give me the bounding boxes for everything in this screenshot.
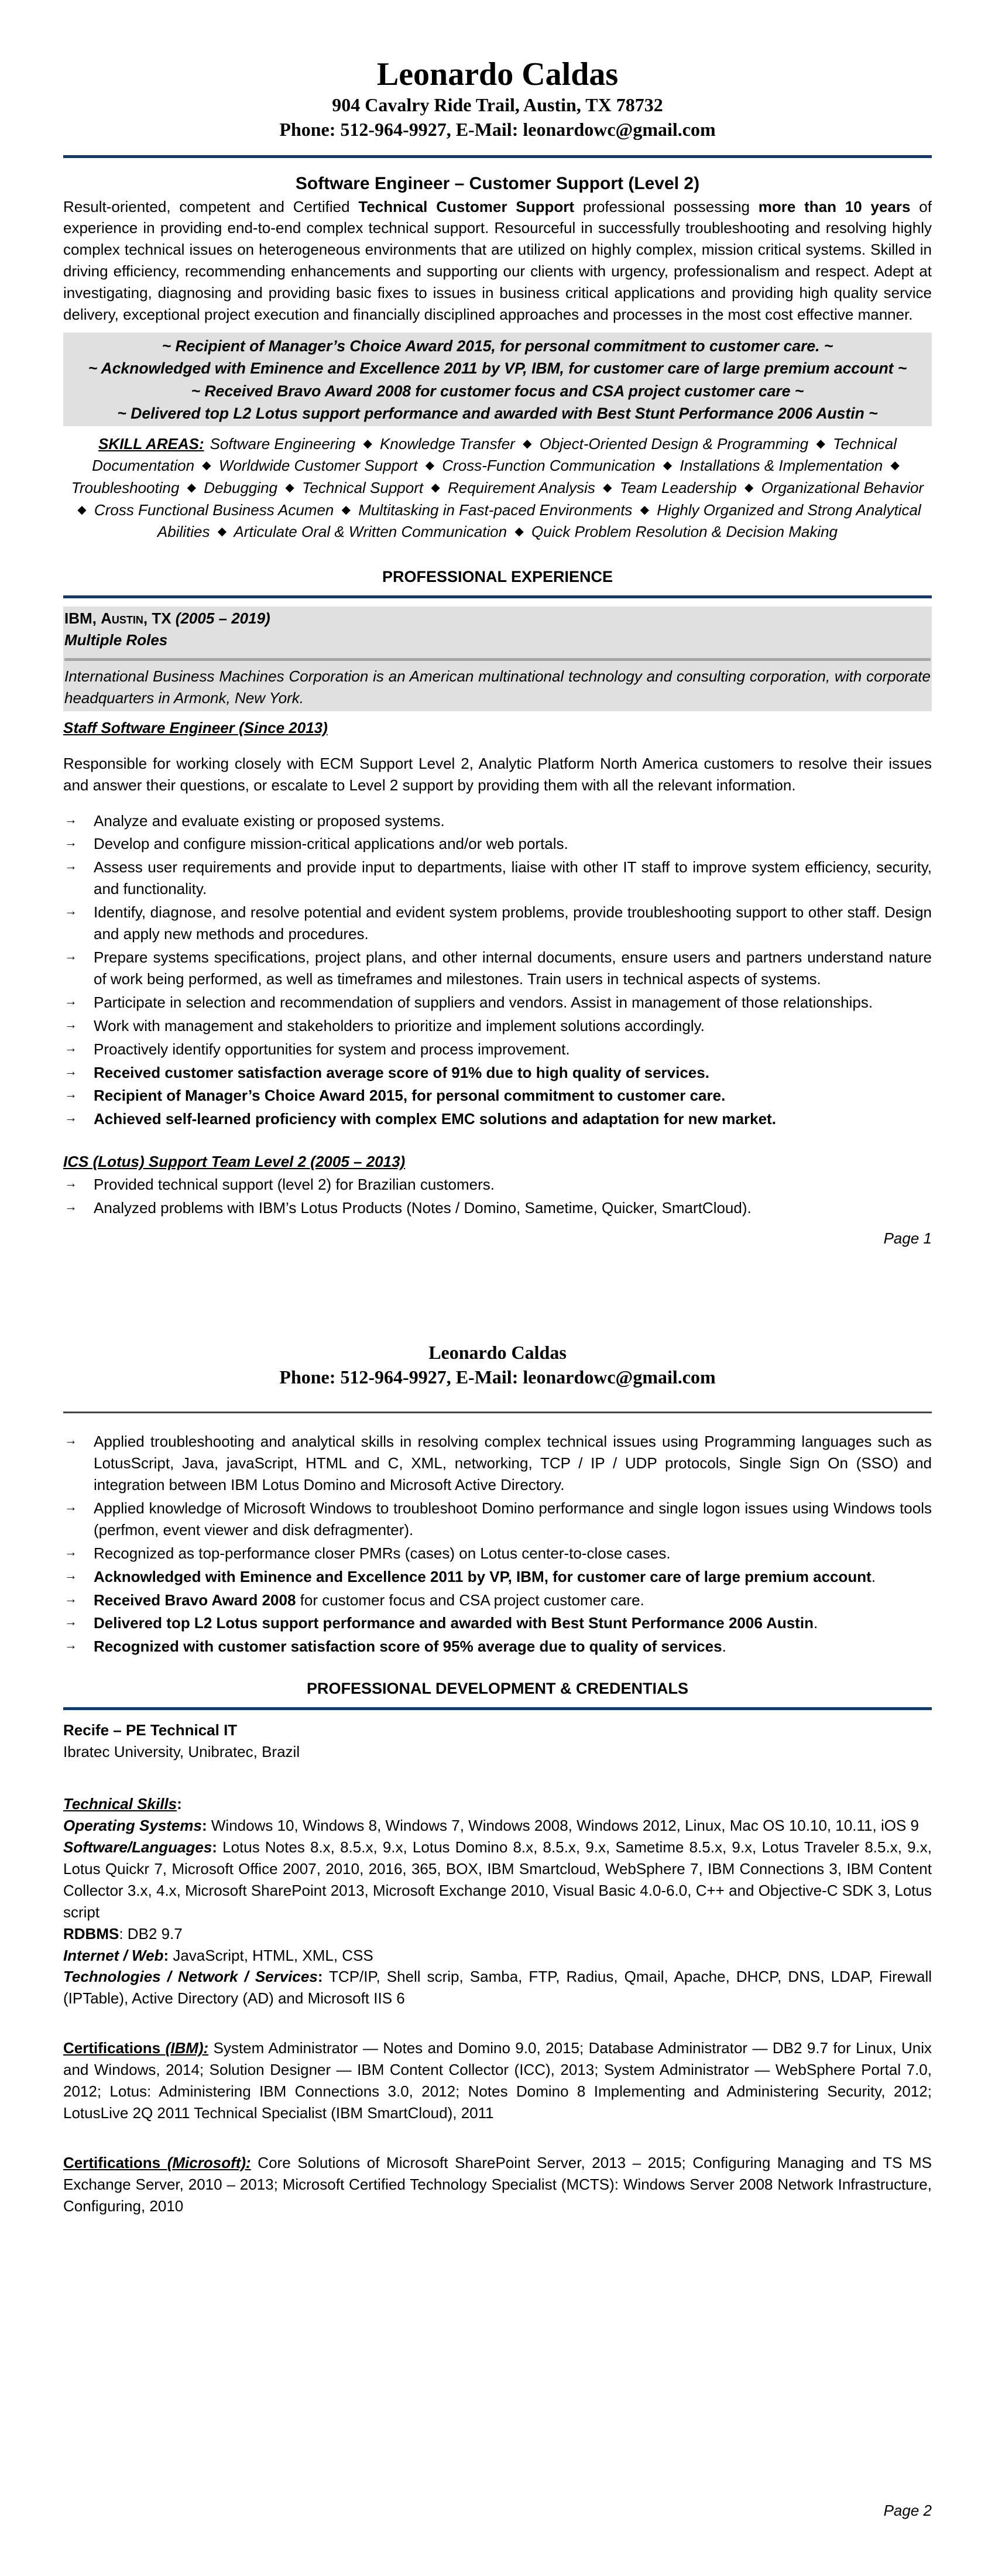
page-number: Page 2	[883, 2502, 932, 2519]
bullet-text: Develop and configure mission-critical applications and/or web portals.	[94, 835, 568, 853]
bullet-highlight: Recognized with customer satisfaction score of 95% average due to quality of services	[94, 1638, 722, 1656]
diamond-separator-icon: ◆	[514, 525, 524, 539]
section-divider	[63, 1707, 932, 1710]
bullet-text: Participate in selection and recommendation of suppliers and vendors. Assist in management of those relationships.	[94, 993, 873, 1011]
bullet-text: .	[813, 1614, 818, 1632]
arrow-bullet-icon: →	[64, 1199, 77, 1214]
tech-skill-line	[63, 1923, 932, 1945]
company-years: (2005 – 2019)	[175, 609, 270, 628]
company-header	[64, 608, 931, 629]
role-description: Responsible for working closely with ECM Support Level 2, Analytic Platform North America customers to resolve their issues and answer their questions, or escalate to Level 2 support by providing them with all the relevant information.	[63, 754, 932, 794]
bullet-text: Analyzed problems with IBM’s Lotus Products (Notes / Domino, Sametime, Quicker, SmartCloud).	[94, 1199, 752, 1217]
skill-item: Knowledge Transfer	[380, 434, 515, 453]
skill-areas	[63, 433, 932, 543]
skill-item: Troubleshooting	[71, 479, 180, 497]
education-title: Recife – PE Technical IT	[63, 1721, 238, 1739]
section-divider	[63, 595, 932, 598]
diamond-separator-icon: ◆	[202, 459, 211, 472]
bullet-highlight: Acknowledged with Eminence and Excellence 2011 by VP, IBM, for customer care of large premium account	[94, 1567, 872, 1585]
bullet-text: Applied knowledge of Microsoft Windows to troubleshoot Domino performance and single logon issues using Windows tools (perfmon, event viewer and disk defragmenter).	[94, 1499, 932, 1539]
arrow-bullet-icon: →	[64, 903, 77, 919]
summary-text: of experience in providing end-to-end complex technical support. Resourceful in successfully troubleshooting and resolving highly complex technical issues on heterogeneous environments that are utilized on highly complex, mission critical systems. Skilled in driving efficiency, recommending enhancements and supporting our clients with urgency, professionalism and respect. Adept at investigating, diagnosing and providing basic fixes to issues in business critical applications and providing high quality service delivery, exceptional project execution and financially disciplined approaches and processes in the most cost effective manner.	[63, 197, 932, 324]
diamond-separator-icon: ◆	[77, 503, 87, 516]
cert-label: Certifications (Microsoft):	[63, 2153, 251, 2171]
list-item	[63, 857, 932, 900]
arrow-bullet-icon: →	[64, 1638, 77, 1653]
tech-skill-line	[63, 1815, 932, 1837]
role-title: ICS (Lotus) Support Team Level 2 (2005 – 2013)	[63, 1153, 406, 1171]
section-title-credentials: PROFESSIONAL DEVELOPMENT & CREDENTIALS	[306, 1680, 689, 1698]
list-item	[63, 1015, 932, 1037]
arrow-bullet-icon: →	[64, 1063, 77, 1078]
bullet-text: Applied troubleshooting and analytical skills in resolving complex technical issues using Programming languages such as LotusScript, Java, javaScript, HTML and C, XML, networking, TCP / IP / UDP protocols, Single Sign On (SSO) and integration between IBM Lotus Domino and Microsoft Active Directory.	[94, 1433, 932, 1493]
summary-text: Result-oriented, competent and Certified	[63, 197, 359, 215]
skill-item: Team Leadership	[619, 479, 737, 497]
skill-item: Technical Support	[301, 479, 424, 497]
award-line: ~ Recipient of Manager’s Choice Award 2015, for personal commitment to customer care. ~	[162, 337, 833, 355]
cert-text: System Administrator — Notes and Domino 9.0, 2015; Database Administrator — DB2 9.7 for Linux, Unix and Windows, 2014; Solution Designer — IBM Content Collector (ICC), 2013; System Administrator — WebSphere Portal 7.0, 2012; Lotus: Administering IBM Connections 3.0, 2012; Notes Domino 8 Implementing and Administering Security, 2012; LotusLive 2Q 2011 Technical Specialist (IBM SmartCloud), 2011	[63, 2039, 932, 2122]
arrow-bullet-icon: →	[64, 1176, 77, 1191]
list-item	[63, 1174, 932, 1195]
tech-skill-value: Lotus Notes 8.x, 8.5.x, 9.x, Lotus Domino 8.x, 8.5.x, 9.x, Sametime 8.5.x, 9.x, Lotus Traveler 8.5.x, 9.x, Lotus Quickr 7, Microsoft Office 2007, 2010, 2016, 365, BOX, IBM Smartcloud, WebSphere 7, IBM Connections 3, IBM Content Collector 3.x, 4.x, Microsoft SharePoint 2013, Microsoft Exchange 2010, Visual Basic 4.0-6.0, C++ and Objective-C SDK 3, Lotus script	[63, 1838, 932, 1921]
list-item	[63, 1085, 932, 1107]
tech-skill-key: Internet / Web	[63, 1946, 164, 1964]
company-name: IBM,	[64, 609, 101, 628]
skill-item: Requirement Analysis	[447, 479, 595, 497]
header-divider	[63, 1412, 932, 1413]
bullet-text: Received customer satisfaction average score of 91% due to high quality of services.	[94, 1063, 709, 1081]
skill-item: Cross-Function Communication	[442, 457, 656, 475]
role-bullets	[63, 810, 932, 1131]
list-item	[63, 902, 932, 945]
role-bullets	[63, 1174, 932, 1219]
candidate-name: Leonardo Caldas	[376, 56, 619, 93]
diamond-separator-icon: ◆	[816, 437, 825, 450]
arrow-bullet-icon: →	[64, 1110, 77, 1125]
company-box	[63, 607, 932, 711]
tech-skill-line	[63, 1966, 932, 2009]
contact-info: Phone: 512-964-9927, E-Mail: leonardowc@gmail.com	[279, 1366, 716, 1388]
company-divider	[64, 658, 931, 661]
list-item	[63, 1062, 932, 1084]
bullet-text: Provided technical support (level 2) for Brazilian customers.	[94, 1176, 495, 1194]
list-item	[63, 1612, 932, 1634]
colon: :	[317, 1968, 323, 1986]
award-line: ~ Received Bravo Award 2008 for customer focus and CSA project customer care ~	[191, 382, 804, 400]
bullet-text: Work with management and stakeholders to prioritize and implement solutions accordingly.	[94, 1016, 705, 1034]
arrow-bullet-icon: →	[64, 1499, 77, 1514]
bullet-highlight: Received Bravo Award 2008	[94, 1591, 296, 1609]
arrow-bullet-icon: →	[64, 1591, 77, 1606]
bullet-text: Analyze and evaluate existing or proposed systems.	[94, 811, 445, 830]
skill-item: Debugging	[204, 479, 278, 497]
arrow-bullet-icon: →	[64, 1040, 77, 1055]
address: 904 Cavalry Ride Trail, Austin, TX 78732	[332, 94, 663, 116]
job-title: Software Engineer – Customer Support (Level 2)	[295, 173, 700, 193]
arrow-bullet-icon: →	[64, 1016, 77, 1032]
certifications-ibm	[63, 2037, 932, 2124]
arrow-bullet-icon: →	[64, 1544, 77, 1559]
diamond-separator-icon: ◆	[744, 481, 754, 495]
resume-page-1	[63, 56, 932, 1221]
skill-item: Installations & Implementation	[680, 457, 883, 475]
arrow-bullet-icon: →	[64, 811, 77, 827]
diamond-separator-icon: ◆	[187, 481, 197, 495]
tech-skill-line	[63, 1945, 932, 1967]
list-item	[63, 1431, 932, 1496]
tech-skill-key: Software/Languages	[63, 1838, 212, 1856]
contact-info: Phone: 512-964-9927, E-Mail: leonardowc@gmail.com	[279, 118, 716, 140]
colon: :	[119, 1924, 123, 1943]
colon: :	[177, 1795, 182, 1813]
skill-item: Technical Documentation	[92, 434, 897, 475]
diamond-separator-icon: ◆	[217, 525, 227, 539]
arrow-bullet-icon: →	[64, 948, 77, 964]
list-item	[63, 1590, 932, 1611]
tech-skill-value: TCP/IP, Shell scrip, Samba, FTP, Radius, Qmail, Apache, DHCP, DNS, LDAP, Firewall (IPTable), Active Directory (AD) and Microsoft IIS 6	[63, 1968, 932, 2008]
candidate-name: Leonardo Caldas	[428, 1342, 567, 1363]
tech-skill-value: JavaScript, HTML, XML, CSS	[169, 1946, 373, 1964]
arrow-bullet-icon: →	[64, 1087, 77, 1102]
diamond-separator-icon: ◆	[431, 481, 440, 495]
professional-summary	[63, 196, 932, 326]
header-divider	[63, 155, 932, 158]
diamond-separator-icon: ◆	[341, 503, 351, 516]
list-item	[63, 947, 932, 990]
tech-skill-key: Operating Systems	[63, 1817, 202, 1835]
tech-skill-key: RDBMS	[63, 1924, 119, 1943]
tech-skill-key: Technologies / Network / Services	[63, 1968, 318, 1986]
skill-item: Object-Oriented Design & Programming	[539, 434, 809, 453]
bullet-text: Assess user requirements and provide input to departments, liaise with other IT staff to improve system efficiency, security, and functionality.	[94, 858, 932, 898]
diamond-separator-icon: ◆	[523, 437, 532, 450]
skill-item: Software Engineering	[210, 434, 356, 453]
skill-item: Quick Problem Resolution & Decision Making	[531, 523, 838, 541]
skill-item: Organizational Behavior	[761, 479, 924, 497]
list-item	[63, 1039, 932, 1060]
arrow-bullet-icon: →	[64, 1433, 77, 1448]
colon: :	[212, 1838, 217, 1856]
diamond-separator-icon: ◆	[640, 503, 650, 516]
technical-skills-label: Technical Skills	[63, 1795, 177, 1813]
continued-bullets	[63, 1431, 932, 1657]
arrow-bullet-icon: →	[64, 1567, 77, 1582]
bullet-text: Prepare systems specifications, project plans, and other internal documents, ensure users and partners understand nature of work being performed, as well as timeframes and milestones. Train users in technical aspects of systems.	[94, 948, 932, 988]
company-location: Austin, TX	[101, 609, 171, 628]
diamond-separator-icon: ◆	[425, 459, 435, 472]
bullet-text: Identify, diagnose, and resolve potential and evident system problems, provide troubleshooting support to other staff. Design and apply new methods and procedures.	[94, 903, 932, 943]
arrow-bullet-icon: →	[64, 1614, 77, 1629]
education-school: Ibratec University, Unibratec, Brazil	[63, 1743, 300, 1761]
list-item	[63, 1108, 932, 1130]
tech-skill-value: Windows 10, Windows 8, Windows 7, Windows 2008, Windows 2012, Linux, Mac OS 10.10, 10.11, iOS 9	[207, 1817, 919, 1835]
section-title-experience: PROFESSIONAL EXPERIENCE	[382, 568, 613, 586]
technical-skills-list	[63, 1815, 932, 2009]
roles-label: Multiple Roles	[64, 631, 168, 649]
resume-page-2	[63, 1341, 932, 2217]
arrow-bullet-icon: →	[64, 835, 77, 850]
cert-label: Certifications (IBM):	[63, 2039, 209, 2057]
bullet-text: .	[871, 1567, 876, 1585]
skill-item: Cross Functional Business Acumen	[94, 501, 334, 519]
bullet-text: Proactively identify opportunities for system and process improvement.	[94, 1040, 570, 1058]
bullet-text: .	[722, 1638, 726, 1656]
list-item	[63, 1543, 932, 1564]
colon: :	[163, 1946, 169, 1964]
awards-box	[63, 333, 932, 426]
skill-areas-label: SKILL AREAS:	[98, 434, 204, 453]
list-item	[63, 992, 932, 1013]
tech-skill-value: DB2 9.7	[123, 1924, 183, 1943]
list-item	[63, 833, 932, 855]
certifications-microsoft	[63, 2152, 932, 2217]
diamond-separator-icon: ◆	[663, 459, 673, 472]
diamond-separator-icon: ◆	[285, 481, 294, 495]
company-description: International Business Machines Corporation is an American multinational technology and consulting corporation, with corporate headquarters in Armonk, New York.	[64, 667, 931, 707]
role-title: Staff Software Engineer (Since 2013)	[63, 718, 328, 737]
diamond-separator-icon: ◆	[363, 437, 372, 450]
page-number: Page 1	[883, 1229, 932, 1247]
bullet-text: for customer focus and CSA project customer care.	[296, 1591, 644, 1609]
tech-skill-line	[63, 1837, 932, 1923]
arrow-bullet-icon: →	[64, 993, 77, 1008]
award-line: ~ Acknowledged with Eminence and Excellence 2011 by VP, IBM, for customer care of large premium account ~	[88, 359, 907, 378]
list-item	[63, 810, 932, 832]
award-line: ~ Delivered top L2 Lotus support performance and awarded with Best Stunt Performance 2006 Austin ~	[117, 405, 878, 423]
arrow-bullet-icon: →	[64, 858, 77, 873]
skill-item: Worldwide Customer Support	[218, 457, 418, 475]
diamond-separator-icon: ◆	[890, 459, 900, 472]
list-item	[63, 1636, 932, 1657]
colon: :	[201, 1817, 207, 1835]
diamond-separator-icon: ◆	[603, 481, 612, 495]
summary-highlight: more than 10 years	[758, 197, 911, 215]
summary-text: professional possessing	[574, 197, 759, 215]
list-item	[63, 1566, 932, 1588]
bullet-highlight: Delivered top L2 Lotus support performance and awarded with Best Stunt Performance 2006 Austin	[94, 1614, 814, 1632]
bullet-text: Achieved self-learned proficiency with complex EMC solutions and adaptation for new market.	[94, 1110, 776, 1128]
list-item	[63, 1498, 932, 1541]
skill-item: Highly Organized and Strong Analytical Abilities	[157, 501, 921, 541]
cert-text: Core Solutions of Microsoft SharePoint Server, 2013 – 2015; Configuring Managing and TS MS Exchange Server, 2010 – 2013; Microsoft Certified Technology Specialist (MCTS): Windows Server 2008 Network Infrastructure, Configuring, 2010	[63, 2153, 932, 2215]
bullet-text: Recipient of Manager’s Choice Award 2015, for personal commitment to customer care.	[94, 1087, 726, 1105]
skill-item: Multitasking in Fast-paced Environments	[358, 501, 633, 519]
list-item	[63, 1197, 932, 1219]
bullet-text: Recognized as top-performance closer PMRs (cases) on Lotus center-to-close cases.	[94, 1544, 671, 1562]
summary-highlight: Technical Customer Support	[358, 197, 575, 215]
skill-item: Articulate Oral & Written Communication	[234, 523, 507, 541]
